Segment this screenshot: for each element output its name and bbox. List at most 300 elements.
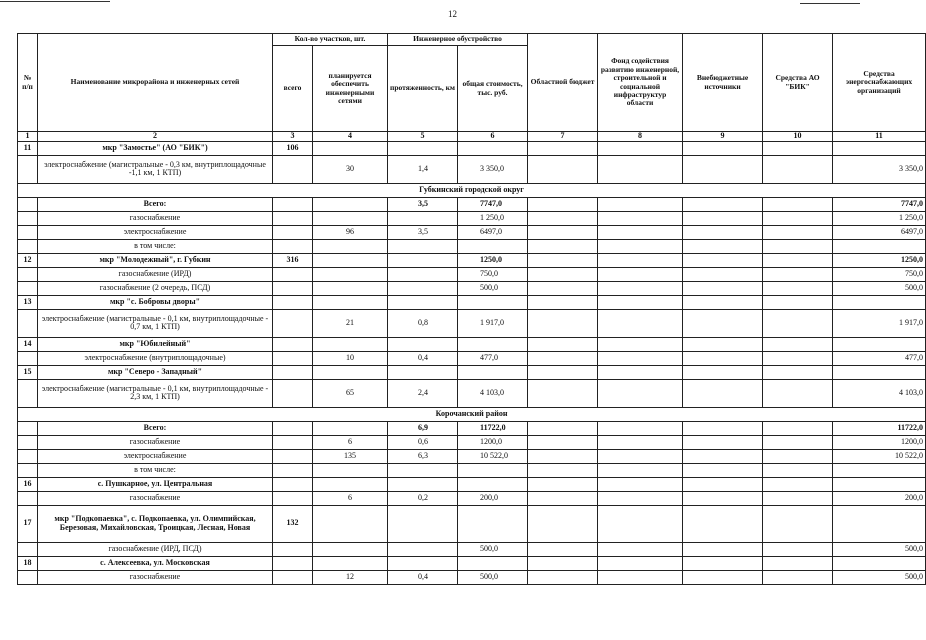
plots-planned — [313, 505, 388, 542]
length-km — [388, 556, 458, 570]
row-number: 11 — [18, 141, 38, 155]
total-cost: 1250,0 — [458, 253, 528, 267]
bik-amount — [763, 267, 833, 281]
row-number: 17 — [18, 505, 38, 542]
fund-amount — [598, 556, 683, 570]
table-row — [18, 542, 926, 556]
length-km: 1,4 — [388, 155, 458, 183]
plots-total — [273, 211, 313, 225]
plots-total — [273, 556, 313, 570]
extrabudget-amount — [683, 197, 763, 211]
plots-total — [273, 365, 313, 379]
regional-budget — [528, 379, 598, 407]
plots-planned: 10 — [313, 351, 388, 365]
regional-budget — [528, 351, 598, 365]
regional-budget — [528, 556, 598, 570]
plots-planned — [313, 239, 388, 253]
row-number — [18, 542, 38, 556]
table-row — [18, 239, 926, 253]
energy-amount — [833, 463, 926, 477]
row-name: газоснабжение — [38, 435, 273, 449]
row-name: газоснабжение (ИРД, ПСД) — [38, 542, 273, 556]
row-name: Всего: — [38, 197, 273, 211]
plots-planned — [313, 197, 388, 211]
header-bik: Средства АО "БИК" — [763, 34, 833, 132]
row-name: мкр "Замостье" (АО "БИК") — [38, 141, 273, 155]
plots-total — [273, 449, 313, 463]
row-name: газоснабжение (ИРД) — [38, 267, 273, 281]
fund-amount — [598, 505, 683, 542]
extrabudget-amount — [683, 253, 763, 267]
regional-budget — [528, 239, 598, 253]
plots-planned: 21 — [313, 309, 388, 337]
fund-amount — [598, 253, 683, 267]
row-name: с. Алексеевка, ул. Московская — [38, 556, 273, 570]
regional-budget — [528, 449, 598, 463]
bik-amount — [763, 309, 833, 337]
row-name: мкр "Северо - Западный" — [38, 365, 273, 379]
bik-amount — [763, 211, 833, 225]
row-number — [18, 491, 38, 505]
extrabudget-amount — [683, 337, 763, 351]
bik-amount — [763, 253, 833, 267]
regional-budget — [528, 421, 598, 435]
plots-planned — [313, 463, 388, 477]
extrabudget-amount — [683, 379, 763, 407]
regional-budget — [528, 542, 598, 556]
bik-amount — [763, 491, 833, 505]
total-cost: 200,0 — [458, 491, 528, 505]
extrabudget-amount — [683, 281, 763, 295]
regional-budget — [528, 211, 598, 225]
table-row — [18, 141, 926, 155]
total-cost: 7747,0 — [458, 197, 528, 211]
total-cost — [458, 477, 528, 491]
row-name: газоснабжение — [38, 211, 273, 225]
regional-budget — [528, 505, 598, 542]
section-title: Корочанский район — [18, 407, 926, 421]
fund-amount — [598, 477, 683, 491]
row-number — [18, 239, 38, 253]
total-cost: 750,0 — [458, 267, 528, 281]
row-number — [18, 281, 38, 295]
row-name: в том числе: — [38, 463, 273, 477]
table-row — [18, 253, 926, 267]
row-number — [18, 449, 38, 463]
plots-total — [273, 309, 313, 337]
bik-amount — [763, 379, 833, 407]
energy-amount: 1250,0 — [833, 253, 926, 267]
fund-amount — [598, 155, 683, 183]
length-km — [388, 505, 458, 542]
column-number: 11 — [833, 132, 926, 142]
total-cost — [458, 463, 528, 477]
plots-planned — [313, 337, 388, 351]
bik-amount — [763, 155, 833, 183]
scan-edge-line — [800, 3, 860, 4]
extrabudget-amount — [683, 491, 763, 505]
extrabudget-amount — [683, 239, 763, 253]
length-km — [388, 542, 458, 556]
bik-amount — [763, 365, 833, 379]
row-number — [18, 463, 38, 477]
plots-total — [273, 337, 313, 351]
length-km — [388, 337, 458, 351]
header-plots-group: Кол-во участков, шт. — [273, 34, 388, 46]
extrabudget-amount — [683, 309, 763, 337]
total-cost: 10 522,0 — [458, 449, 528, 463]
length-km — [388, 267, 458, 281]
row-name: электроснабжение (внутриплощадочные) — [38, 351, 273, 365]
bik-amount — [763, 421, 833, 435]
energy-amount — [833, 141, 926, 155]
plots-planned: 6 — [313, 435, 388, 449]
table-row — [18, 295, 926, 309]
extrabudget-amount — [683, 211, 763, 225]
extrabudget-amount — [683, 477, 763, 491]
row-number — [18, 351, 38, 365]
bik-amount — [763, 449, 833, 463]
plots-planned: 65 — [313, 379, 388, 407]
table-row — [18, 491, 926, 505]
plots-total — [273, 295, 313, 309]
row-number: 13 — [18, 295, 38, 309]
section-row — [18, 407, 926, 421]
column-number: 3 — [273, 132, 313, 142]
regional-budget — [528, 491, 598, 505]
fund-amount — [598, 337, 683, 351]
row-name: газоснабжение — [38, 570, 273, 584]
row-name: электроснабжение — [38, 449, 273, 463]
column-number: 4 — [313, 132, 388, 142]
regional-budget — [528, 281, 598, 295]
plots-total — [273, 477, 313, 491]
extrabudget-amount — [683, 141, 763, 155]
bik-amount — [763, 281, 833, 295]
total-cost — [458, 141, 528, 155]
bik-amount — [763, 570, 833, 584]
column-number: 10 — [763, 132, 833, 142]
table-row — [18, 379, 926, 407]
extrabudget-amount — [683, 365, 763, 379]
length-km — [388, 239, 458, 253]
regional-budget — [528, 477, 598, 491]
fund-amount — [598, 351, 683, 365]
table-row — [18, 197, 926, 211]
energy-amount: 500,0 — [833, 542, 926, 556]
length-km: 0,4 — [388, 351, 458, 365]
table-row — [18, 421, 926, 435]
length-km: 3,5 — [388, 197, 458, 211]
row-name: мкр "Подкопаевка", с. Подкопаевка, ул. Олимпийская, Березовая, Михайловская, Троицкая, Лесная, Новая — [38, 505, 273, 542]
section-row — [18, 183, 926, 197]
column-number: 2 — [38, 132, 273, 142]
table-row — [18, 449, 926, 463]
length-km — [388, 141, 458, 155]
extrabudget-amount — [683, 556, 763, 570]
extrabudget-amount — [683, 267, 763, 281]
length-km — [388, 253, 458, 267]
length-km: 0,2 — [388, 491, 458, 505]
regional-budget — [528, 141, 598, 155]
regional-budget — [528, 197, 598, 211]
fund-amount — [598, 295, 683, 309]
plots-total — [273, 225, 313, 239]
fund-amount — [598, 141, 683, 155]
header-energy: Средства энергоснабжающих организаций — [833, 34, 926, 132]
plots-planned — [313, 477, 388, 491]
regional-budget — [528, 337, 598, 351]
row-name: Всего: — [38, 421, 273, 435]
extrabudget-amount — [683, 435, 763, 449]
regional-budget — [528, 435, 598, 449]
regional-budget — [528, 253, 598, 267]
total-cost: 1200,0 — [458, 435, 528, 449]
plots-total — [273, 491, 313, 505]
energy-amount: 477,0 — [833, 351, 926, 365]
header-length: протяженность, км — [388, 46, 458, 132]
extrabudget-amount — [683, 225, 763, 239]
bik-amount — [763, 239, 833, 253]
extrabudget-amount — [683, 542, 763, 556]
table-row — [18, 309, 926, 337]
extrabudget-amount — [683, 505, 763, 542]
header-regional-budget: Областной бюджет — [528, 34, 598, 132]
length-km: 6,3 — [388, 449, 458, 463]
header-name: Наименование микрорайона и инженерных сетей — [38, 34, 273, 132]
plots-total — [273, 463, 313, 477]
total-cost: 1 917,0 — [458, 309, 528, 337]
total-cost: 500,0 — [458, 281, 528, 295]
table-row — [18, 570, 926, 584]
plots-planned: 12 — [313, 570, 388, 584]
row-number — [18, 309, 38, 337]
length-km — [388, 477, 458, 491]
length-km — [388, 281, 458, 295]
energy-amount: 750,0 — [833, 267, 926, 281]
regional-budget — [528, 365, 598, 379]
header-total: всего — [273, 46, 313, 132]
regional-budget — [528, 225, 598, 239]
scan-edge-line — [0, 1, 110, 2]
energy-amount: 200,0 — [833, 491, 926, 505]
length-km: 0,8 — [388, 309, 458, 337]
row-name: с. Пушкарное, ул. Центральная — [38, 477, 273, 491]
total-cost: 500,0 — [458, 570, 528, 584]
table-row — [18, 365, 926, 379]
total-cost — [458, 556, 528, 570]
table-row — [18, 351, 926, 365]
total-cost — [458, 365, 528, 379]
length-km: 2,4 — [388, 379, 458, 407]
energy-amount: 7747,0 — [833, 197, 926, 211]
bik-amount — [763, 435, 833, 449]
column-number: 8 — [598, 132, 683, 142]
fund-amount — [598, 197, 683, 211]
regional-budget — [528, 463, 598, 477]
table-row — [18, 435, 926, 449]
table-row — [18, 155, 926, 183]
row-number: 18 — [18, 556, 38, 570]
table-row — [18, 463, 926, 477]
fund-amount — [598, 225, 683, 239]
bik-amount — [763, 463, 833, 477]
length-km: 0,6 — [388, 435, 458, 449]
regional-budget — [528, 155, 598, 183]
length-km — [388, 211, 458, 225]
energy-amount — [833, 505, 926, 542]
column-number: 7 — [528, 132, 598, 142]
table-row — [18, 556, 926, 570]
length-km: 0,4 — [388, 570, 458, 584]
row-number: 12 — [18, 253, 38, 267]
plots-total — [273, 197, 313, 211]
section-title: Губкинский городской округ — [18, 183, 926, 197]
plots-total — [273, 570, 313, 584]
total-cost: 1 250,0 — [458, 211, 528, 225]
total-cost: 6497,0 — [458, 225, 528, 239]
extrabudget-amount — [683, 351, 763, 365]
table-row — [18, 477, 926, 491]
table-row — [18, 211, 926, 225]
row-number: 16 — [18, 477, 38, 491]
row-number — [18, 570, 38, 584]
row-name: мкр "с. Бобровы дворы" — [38, 295, 273, 309]
fund-amount — [598, 421, 683, 435]
extrabudget-amount — [683, 155, 763, 183]
plots-planned — [313, 253, 388, 267]
regional-budget — [528, 295, 598, 309]
energy-amount — [833, 239, 926, 253]
fund-amount — [598, 570, 683, 584]
bik-amount — [763, 542, 833, 556]
plots-total — [273, 267, 313, 281]
row-name: электроснабжение — [38, 225, 273, 239]
row-name: мкр "Юбилейный" — [38, 337, 273, 351]
energy-amount: 4 103,0 — [833, 379, 926, 407]
total-cost — [458, 295, 528, 309]
total-cost — [458, 505, 528, 542]
total-cost: 3 350,0 — [458, 155, 528, 183]
column-number: 6 — [458, 132, 528, 142]
extrabudget-amount — [683, 449, 763, 463]
bik-amount — [763, 337, 833, 351]
fund-amount — [598, 309, 683, 337]
plots-total — [273, 542, 313, 556]
row-name: мкр "Молодежный", г. Губкин — [38, 253, 273, 267]
plots-planned — [313, 141, 388, 155]
energy-amount — [833, 337, 926, 351]
energy-amount — [833, 556, 926, 570]
row-name: газоснабжение — [38, 491, 273, 505]
row-number — [18, 211, 38, 225]
total-cost: 500,0 — [458, 542, 528, 556]
table-row — [18, 225, 926, 239]
column-number: 9 — [683, 132, 763, 142]
row-name: электроснабжение (магистральные - 0,1 км, внутриплощадочные - 2,3 км, 1 КТП) — [38, 379, 273, 407]
total-cost — [458, 239, 528, 253]
row-name: в том числе: — [38, 239, 273, 253]
fund-amount — [598, 449, 683, 463]
table-row — [18, 505, 926, 542]
plots-planned — [313, 542, 388, 556]
extrabudget-amount — [683, 295, 763, 309]
row-name: электроснабжение (магистральные - 0,1 км, внутриплощадочные - 0,7 км, 1 КТП) — [38, 309, 273, 337]
energy-amount: 1 250,0 — [833, 211, 926, 225]
plots-planned: 96 — [313, 225, 388, 239]
plots-total: 316 — [273, 253, 313, 267]
table-row — [18, 281, 926, 295]
fund-amount — [598, 435, 683, 449]
row-number — [18, 225, 38, 239]
energy-amount: 500,0 — [833, 570, 926, 584]
row-number — [18, 421, 38, 435]
bik-amount — [763, 295, 833, 309]
energy-amount: 10 522,0 — [833, 449, 926, 463]
regional-budget — [528, 309, 598, 337]
row-number — [18, 267, 38, 281]
row-number — [18, 155, 38, 183]
row-name: газоснабжение (2 очередь, ПСД) — [38, 281, 273, 295]
plots-total — [273, 435, 313, 449]
plots-total — [273, 421, 313, 435]
plots-total: 106 — [273, 141, 313, 155]
fund-amount — [598, 379, 683, 407]
regional-budget — [528, 267, 598, 281]
plots-planned: 30 — [313, 155, 388, 183]
column-number: 5 — [388, 132, 458, 142]
length-km — [388, 463, 458, 477]
bik-amount — [763, 477, 833, 491]
plots-planned: 135 — [313, 449, 388, 463]
fund-amount — [598, 491, 683, 505]
row-number: 14 — [18, 337, 38, 351]
plots-total — [273, 281, 313, 295]
plots-planned — [313, 365, 388, 379]
header-cost: общая стоимость, тыс. руб. — [458, 46, 528, 132]
plots-total: 132 — [273, 505, 313, 542]
column-number: 1 — [18, 132, 38, 142]
energy-amount: 1 917,0 — [833, 309, 926, 337]
energy-amount: 1200,0 — [833, 435, 926, 449]
infrastructure-table — [17, 33, 926, 585]
length-km — [388, 295, 458, 309]
table-row — [18, 267, 926, 281]
row-number: 15 — [18, 365, 38, 379]
regional-budget — [528, 570, 598, 584]
plots-total — [273, 379, 313, 407]
fund-amount — [598, 281, 683, 295]
plots-planned — [313, 211, 388, 225]
plots-planned — [313, 556, 388, 570]
energy-amount — [833, 295, 926, 309]
total-cost: 11722,0 — [458, 421, 528, 435]
row-number — [18, 197, 38, 211]
row-number — [18, 435, 38, 449]
row-number — [18, 379, 38, 407]
total-cost: 477,0 — [458, 351, 528, 365]
plots-planned — [313, 421, 388, 435]
plots-total — [273, 239, 313, 253]
extrabudget-amount — [683, 463, 763, 477]
energy-amount: 6497,0 — [833, 225, 926, 239]
table-row — [18, 337, 926, 351]
energy-amount — [833, 365, 926, 379]
energy-amount: 500,0 — [833, 281, 926, 295]
plots-total — [273, 155, 313, 183]
plots-planned — [313, 295, 388, 309]
extrabudget-amount — [683, 570, 763, 584]
